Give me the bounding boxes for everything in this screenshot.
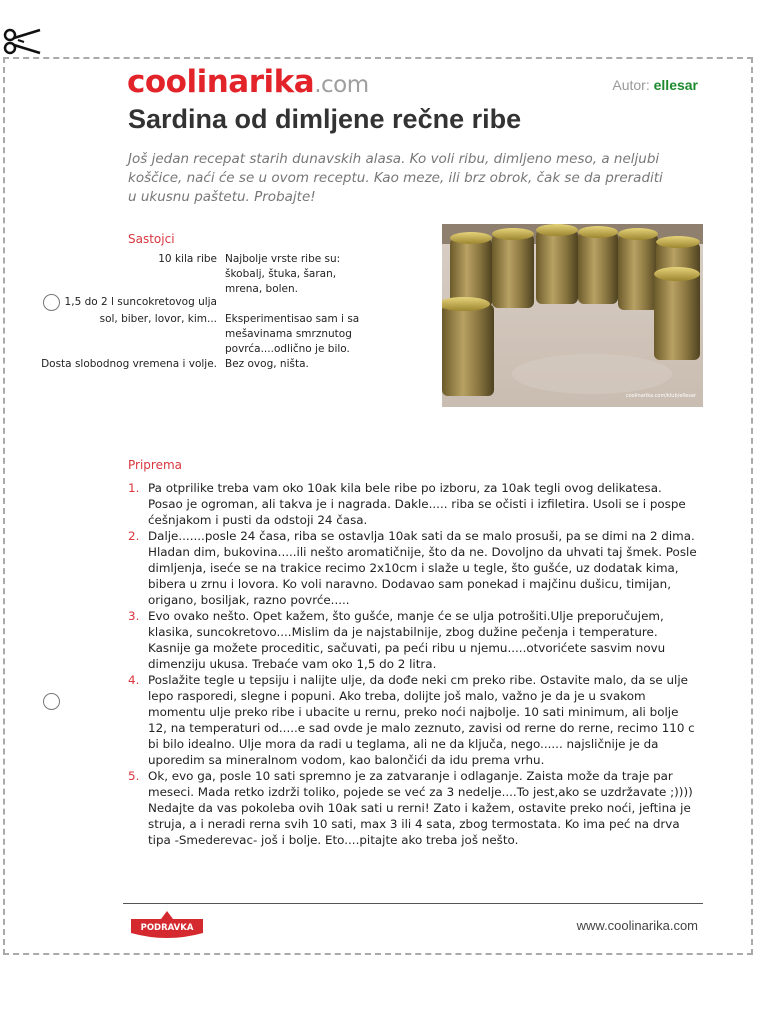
recipe-title: Sardina od dimljene rečne ribe (128, 104, 522, 134)
step-text: Dalje.......posle 24 časa, riba se ostavlja 10ak sati da se malo prosuši, pa se dimi na 2 dima. Hladan dim, bukovina.....ili nešto aromatičnije, što da ne. Dovoljno da uhvati taj šmek. Posle dimljenja, iseće se na trakice recimo 2x10cm i slaže u tegle, što gušće, uz dodatak kima, bibera u zrnu i lovora. Ko voli naravno. Dodavao sam ponekad i majčinu dušicu, timijan, origano, bosiljak, razno povrće..... (148, 529, 697, 607)
ingredient-quantity: sol, biber, lovor, kim... (99, 313, 217, 325)
scissors-icon (2, 26, 42, 56)
ingredient-note (225, 295, 375, 310)
step-item (128, 608, 700, 672)
ingredient-quantity: 1,5 do 2 l suncokretovog ulja (64, 296, 217, 308)
step-text: Poslažite tegle u tepsiju i nalijte ulje, da dođe neki cm preko ribe. Ostavite malo, da se ulje lepo rasporedi, slegne i popuni. Ako treba, dolijte još malo, važno je da je u svakom momentu ulje preko ribe i ubacite u rernu, preko noći najbolje. 10 sati minimum, ali bolje 12, na temperaturi od.....e sad ovde je malo zeznuto, zavisi od rerne do rerne, recimo 110 c bi bilo idealno. Ulje mora da radi u teglama, ali ne da ključa, nego...... najsličnije je da uporedim sa mineralnom vodom, kao balončići da idu prema vrhu. (148, 673, 695, 767)
author-name: ellesar (653, 77, 698, 93)
ingredient-note: Najbolje vrste ribe su: škobalj, štuka, šaran, mrena, bolen. (225, 253, 341, 295)
step-number: 2. (128, 529, 140, 543)
ingredient-note: Bez ovog, ništa. (225, 358, 309, 370)
ingredient-note: Eksperimentisao sam i sa mešavinama smrznutog povrća....odlično je bilo. (225, 313, 360, 355)
ingredients-list (30, 252, 430, 372)
ingredient-row (30, 312, 430, 357)
coolinarika-logo: coolinarika.com (127, 64, 369, 100)
step-item (128, 768, 700, 848)
step-text: Ok, evo ga, posle 10 sati spremno je za zatvaranje i odlaganje. Zaista može da traje par meseci. Mada retko izdrži toliko, pojede se već za 3 nedelje....To jest,ako se uzdržavate ;)))) Nedajte da vas pokoleba ovih 10ak sati u rerni! Zato i kažem, ostavite preko noći, jeftina je struja, a i neradi rerna svih 10 sati, max 3 ili 4 sata, zbog termostata. Ko ima peć na drva tipa -Smederevac- još i bolje. Eto....pitajte ako treba još nešto. (148, 769, 693, 847)
author-line (612, 77, 698, 93)
ingredient-row (30, 295, 430, 310)
preparation-steps (128, 480, 700, 848)
ingredient-row (30, 252, 430, 297)
step-number: 4. (128, 673, 140, 687)
ingredients-heading: Sastojci (128, 232, 175, 246)
step-number: 1. (128, 481, 140, 495)
website-url: www.coolinarika.com (576, 918, 698, 933)
step-item (128, 528, 700, 608)
ingredient-quantity: Dosta slobodnog vremena i volje. (41, 358, 217, 370)
step-text: Evo ovako nešto. Opet kažem, što gušće, manje će se ulja potrošiti.Ulje preporučujem, klasika, suncokretovo....Mislim da je najstabilnije, zbog dužine pečenja i temperature. Kasnije ga možete proceditic, sačuvati, pa peći ribu u njemu.....otvorićete sasvim novu dimenziju ukusa. Trebaće vam oko 1,5 do 2 litra. (148, 609, 666, 671)
recipe-photo (442, 224, 703, 407)
punch-hole-middle (43, 693, 60, 710)
step-item (128, 672, 700, 768)
photo-watermark: coolinarika.com/klub/ellesar (625, 393, 696, 399)
preparation-heading: Priprema (128, 458, 183, 472)
podravka-text: PODRAVKA (140, 923, 194, 933)
step-number: 3. (128, 609, 140, 623)
recipe-intro: Još jedan recepat starih dunavskih alasa. Ko voli ribu, dimljeno meso, a neljubi koščice, naći će se u ovom receptu. Kao meze, ili brz obrok, čak se da preraditi u ukusnu paštetu. Probajte! (128, 151, 663, 205)
step-text: Pa otprilike treba vam oko 10ak kila bele ribe po izboru, za 10ak tegli ovog delikatesa. Posao je ogroman, ali takva je i nagrada. Dakle..... riba se očisti i izfiletira. Usoli se i pospe ćešnjakom i pusti da odstoji 24 časa. (148, 481, 686, 527)
ingredient-quantity: 10 kila ribe (158, 253, 217, 265)
author-label: Autor: (612, 77, 650, 93)
step-number: 5. (128, 769, 140, 783)
podravka-logo (127, 909, 207, 941)
step-item (128, 480, 700, 528)
ingredient-row (30, 357, 430, 372)
footer-divider (123, 903, 703, 904)
